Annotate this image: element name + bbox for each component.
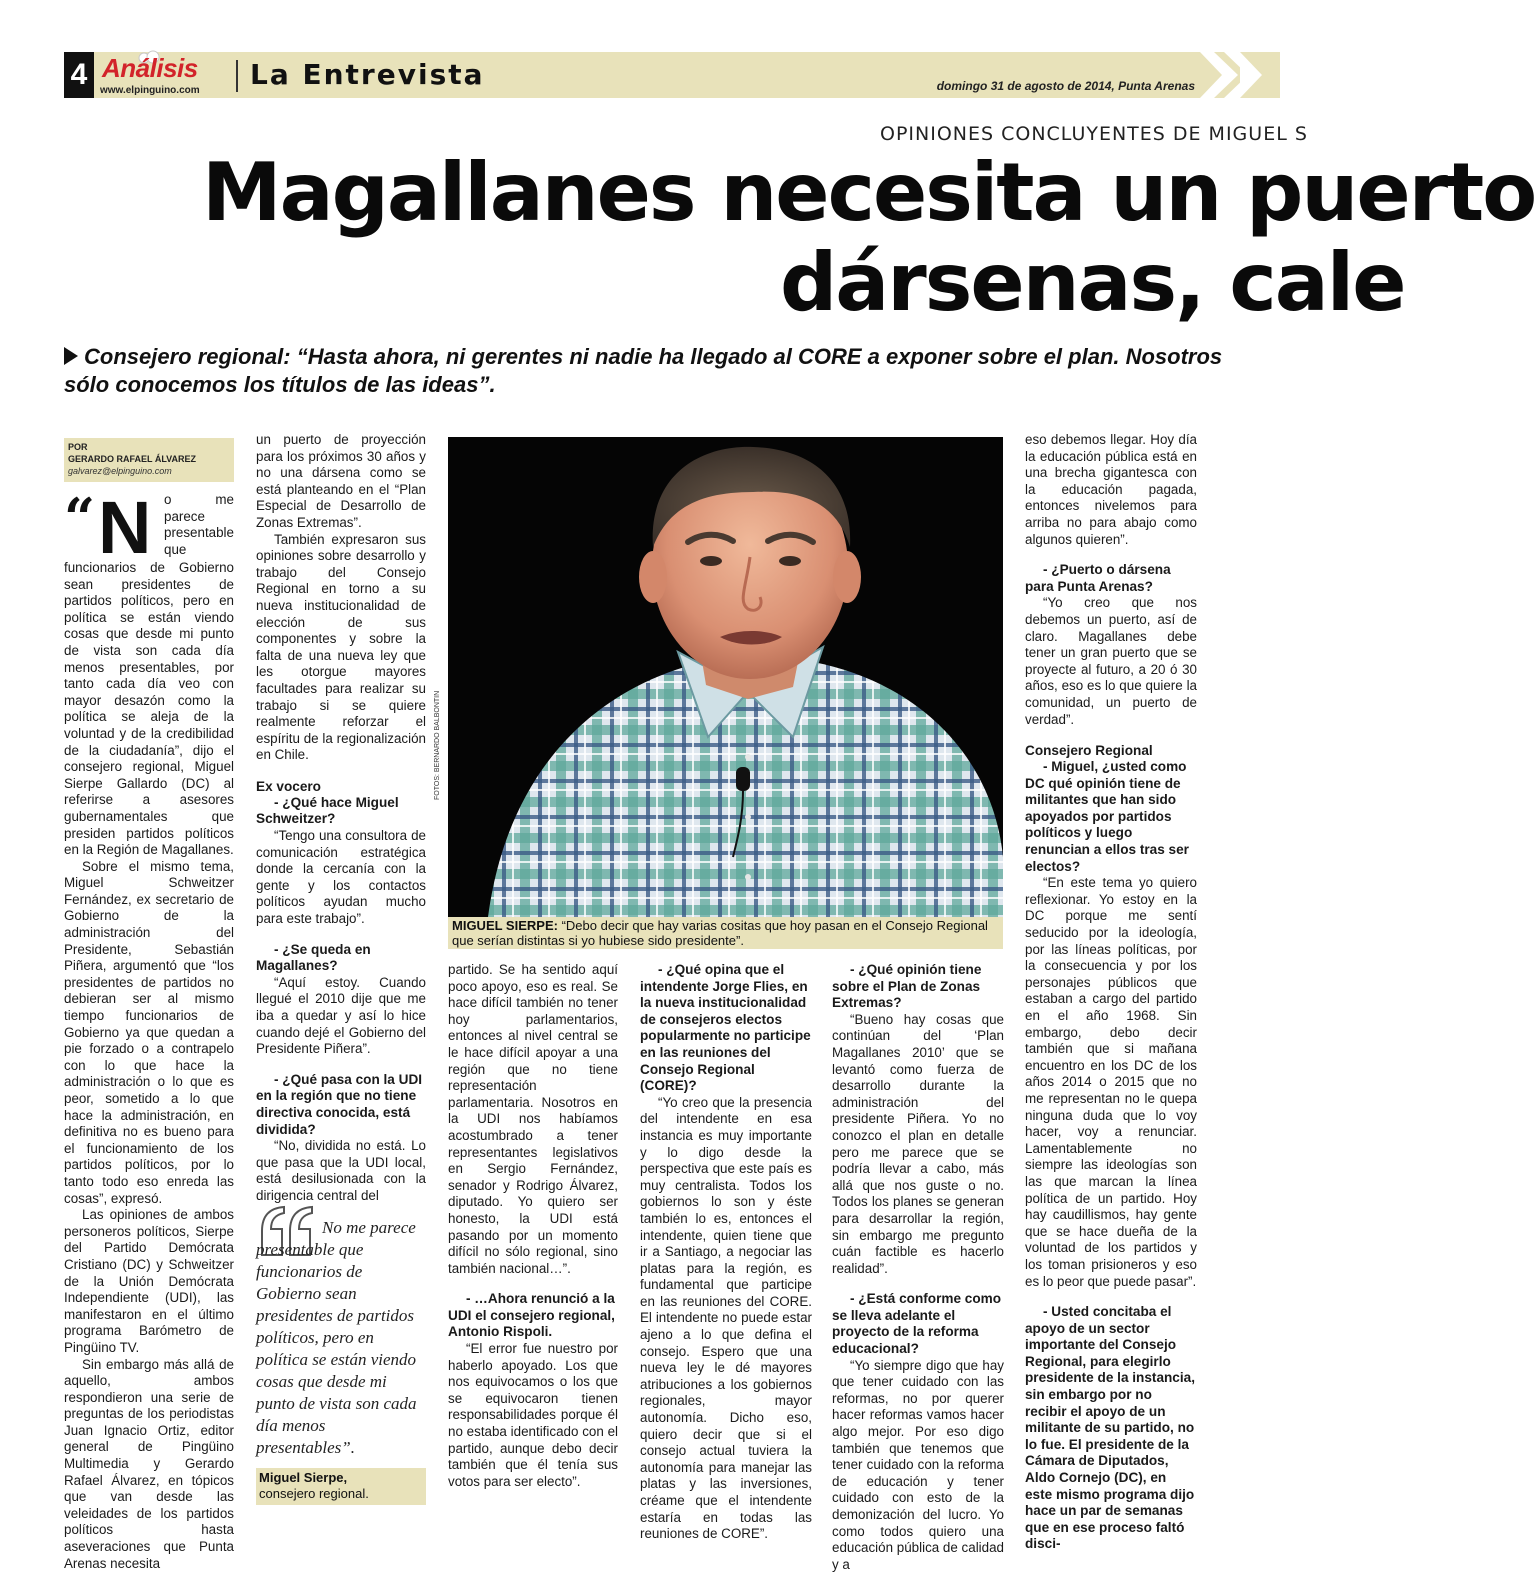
question: - …Ahora renunció a la UDI el consejero regional, Antonio Rispoli. bbox=[448, 1291, 615, 1340]
kicker: OPINIONES CONCLUYENTES DE MIGUEL S bbox=[880, 123, 1308, 145]
paragraph: Sobre el mismo tema, Miguel Schweitzer Fernández, ex secretario de Gobierno de la administración del Presidente, Sebastián Piñera, argumentó que “los presidentes de partidos no debieran ser al mismo tiempo funcionarios de Gobierno ya que quedan a pie forzado o a contrapelo con lo que hace la administración o lo que es peor, sometido a lo que hace la administración, en definitiva no es bueno para el funcionamiento de los partidos políticos, por lo tanto todo eso enreda las cosas”, expresó. bbox=[64, 858, 234, 1206]
question: - Miguel, ¿usted como DC qué opinión tiene de militantes que han sido apoyados por partidos políticos y luego renuncian a ellos tras ser electos? bbox=[1025, 759, 1189, 874]
deck bbox=[64, 343, 1244, 399]
deck-text: Consejero regional: “Hasta ahora, ni gerentes ni nadie ha llegado al CORE a exponer sobre el plan. Nosotros sólo conocemos los títulos de las ideas”. bbox=[64, 344, 1223, 397]
answer: “No, dividida no está. Lo que pasa que la UDI local, está desilusionada con la dirigencia central del bbox=[256, 1138, 426, 1203]
pull-quote-name: Miguel Sierpe, bbox=[259, 1470, 348, 1485]
answer: “Bueno hay cosas que continúan del ‘Plan Magallanes 2010’ que se levantó como fuerza de desarrollo durante la administración del presidente Piñera. Yo no conozco el plan en detalle pero me parece que se podría llevar a cabo, más allá que nos guste o no. Todos los planes se generan para desarrollar la región, sin embargo me pregunto cuán factible es hacerlo realidad”. bbox=[832, 1011, 1004, 1276]
headline-line-1: Magallanes necesita un puerto bbox=[202, 146, 1535, 239]
answer: “El error fue nuestro por haberlo apoyado. Los que nos equivocamos o los que se equivocaron tienen responsabilidades porque él no estaba identificado con el partido, aunque debo decir también que él tenía sus votos para ser electo”. bbox=[448, 1341, 618, 1489]
answer: “Tengo una consultora de comunicación estratégica donde la cercanía con la gente y los contactos políticos ayudan mucho para este trabajo”. bbox=[256, 828, 426, 927]
paragraph: o me parece presentable que funcionarios de Gobierno sean presidentes de partidos políticos, pero en política se están viendo cosas que desde mi punto de vista son cada día menos presentables, por tanto cada día veo con mayor desazón como la política se aleja de la voluntad y de la credibilidad de la ciudadanía”, dijo el consejero regional, Miguel Sierpe Gallardo (DC) al referirse a asesores gubernamentales que presiden partidos políticos en la Región de Magallanes. bbox=[64, 492, 234, 858]
paragraph: También expresaron sus opiniones sobre desarrollo y trabajo del Consejo Regional en torno a su nueva institucionalidad de elección de sus componentes y sobre la falta de una nueva ley que les otorgue mayores facultades para realizar su trabajo si se quiere realmente reforzar el espíritu de la regionalización en Chile. bbox=[256, 531, 426, 763]
section-title: La Entrevista bbox=[250, 58, 485, 91]
answer: “Yo creo que nos debemos un puerto, así de claro. Magallanes debe tener un gran puerto que se proyecte al futuro, a 20 ó 30 años, eso es lo que quiere la comunidad, un puerto de verdad”. bbox=[1025, 595, 1197, 727]
question: - ¿Está conforme como se lleva adelante el proyecto de la reforma educacional? bbox=[832, 1291, 1002, 1357]
headline-line-2: dársenas, cale bbox=[780, 236, 1405, 329]
subheading: Ex vocero bbox=[256, 778, 321, 794]
column-1 bbox=[64, 486, 234, 1571]
answer: “Yo siempre digo que hay que tener cuidado con las reformas, no por querer hacer reformas vamos hacer algo mejor. Por eso digo también que tenemos que tener cuidado con la reforma de educación y tener cuidado con esto de la demonización del lucro. Yo como todos quiero una educación pública de calidad y a bbox=[832, 1357, 1004, 1572]
column-6 bbox=[1025, 432, 1197, 1552]
byline-name: GERARDO RAFAEL ÁLVAREZ bbox=[68, 454, 197, 464]
paragraph: eso debemos llegar. Hoy día la educación pública está en una brecha gigantesca con la educación pagada, entonces nivelemos para arriba no para abajo como algunos quieren”. bbox=[1025, 432, 1197, 547]
answer: “Aquí estoy. Cuando llegué el 2010 dije que me iba a quedar y así lo hice cuando dejé el Gobierno del Presidente Piñera”. bbox=[256, 974, 426, 1057]
byline-email[interactable]: galvarez@elpinguino.com bbox=[68, 466, 172, 476]
portrait-illustration bbox=[448, 437, 1003, 917]
question: - ¿Qué pasa con la UDI en la región que no tiene directiva conocida, está dividida? bbox=[256, 1071, 423, 1137]
question: - ¿Puerto o dársena para Punta Arenas? bbox=[1025, 562, 1171, 594]
paragraph: partido. Se ha sentido aquí poco apoyo, eso es real. Se hace difícil también no tener hoy parlamentarios, entonces al nivel central se le hace difícil apoyar a una región que no tiene representación parlamentaria. Nosotros en la UDI nos habíamos acostumbrado a tener representantes legislativos en Sergio Fernández, senador y Rodrigo Álvarez, diputado. Yo quiero ser honesto, la UDI está pasando por un momento difícil no sólo regional, sino también nacional…”. bbox=[448, 962, 618, 1276]
caption-text: “Debo decir que hay varias cositas que hoy pasan en el Consejo Regional que serían distintas si yo hubiese sido presidente”. bbox=[452, 918, 988, 948]
byline bbox=[64, 438, 234, 482]
logo-url[interactable]: www.elpinguino.com bbox=[100, 85, 200, 96]
caption-name: MIGUEL SIERPE: bbox=[452, 918, 558, 933]
question: - ¿Qué hace Miguel Schweitzer? bbox=[256, 794, 399, 827]
photo-caption bbox=[448, 917, 1003, 949]
column-2 bbox=[256, 432, 426, 1202]
answer: “En este tema yo quiero reflexionar. Yo estoy en la DC porque me sentí seducido por la ideología, por las líneas políticas, por la consecuencia y por los personajes públicos que estaban a cargo del partido en el año 1968. Sin embargo, debo decir también que si mañana encuentro en los DC de los años 2014 o 2015 que no me representan no le quepa ninguna duda que lo voy hacer, voy a renunciar. Lamentablemente no siempre las ideologías son las que marcan la línea política de un partido. Hoy hay caudillismos, hay gente que se hace dueña de la voluntad de los partidos y los toman prisioneros y eso es lo peor que puede pasar”. bbox=[1025, 875, 1197, 1289]
drop-cap-letter: N bbox=[98, 486, 152, 569]
drop-cap bbox=[64, 486, 160, 569]
header-divider bbox=[236, 60, 238, 92]
logo-text: Análisis bbox=[102, 53, 198, 83]
answer: “Yo creo que la presencia del intendente en esa instancia es muy importante y lo digo desde la perspectiva que este país es muy centralista. Todos los gobiernos lo son y éste también lo es, entonces el intendente, quien tiene que ir a Santiago, a negociar las platas para la región, es fundamental que participe en las reuniones del CORE. El intendente no puede estar ajeno a lo que defina el consejo. Espero que una nueva ley le dé mayores atribuciones a los gobiernos regionales, mayor autonomía. Dicho eso, quiero decir que si el consejo actual tuviera la autonomía para manejar las platas y las inversiones, créame que el intendente estaría en todas las reuniones de CORE”. bbox=[640, 1094, 812, 1542]
pull-quote bbox=[256, 1205, 428, 1470]
pull-quote-role: consejero regional. bbox=[259, 1486, 369, 1501]
paragraph: un puerto de proyección para los próximos 30 años y no una dársena como se está planteando en el “Plan Especial de Desarrollo de Zonas Extremas”. bbox=[256, 432, 426, 530]
paragraph: Sin embargo más allá de aquello, ambos respondieron una serie de preguntas de los periodistas Juan Ignacio Ortiz, editor general de Pingüino Multimedia y Gerardo Rafael Álvarez, en tópicos que van desde las veleidades de los partidos políticos hasta aseveraciones que Punta Arenas necesita bbox=[64, 1356, 234, 1571]
drop-cap-quote: “ bbox=[64, 486, 96, 550]
page-number: 4 bbox=[64, 52, 94, 98]
date-line: domingo 31 de agosto de 2014, Punta Arenas bbox=[936, 79, 1195, 93]
paragraph: Las opiniones de ambos personeros políticos, Sierpe del Partido Demócrata Cristiano (DC) y Schweitzer de la Unión Demócrata Independiente (UDI), las manifestaron en el último programa Barómetro de Pingüino TV. bbox=[64, 1207, 234, 1355]
pull-quote-text: No me parece presentable que funcionarios de Gobierno sean presidentes de partidos políticos, pero en política se están viendo cosas que desde mi punto de vista son cada día menos presentables”. bbox=[256, 1218, 417, 1457]
question: - ¿Se queda en Magallanes? bbox=[256, 941, 371, 974]
subheading: Consejero Regional bbox=[1025, 743, 1153, 759]
question: - Usted concitaba el apoyo de un sector importante del Consejo Regional, para elegirlo presidente de la instancia, sin embargo por no recibir el apoyo de un militante de su partido, no lo fue. El presidente de la Cámara de Diputados, Aldo Cornejo (DC), en este mismo programa dijo hace un par de semanas que en ese proceso faltó disci- bbox=[1025, 1304, 1195, 1552]
column-4 bbox=[640, 962, 812, 1542]
portrait-photo bbox=[448, 437, 1003, 917]
play-arrow-icon bbox=[64, 347, 78, 365]
question: - ¿Qué opina que el intendente Jorge Flies, en la nueva institucionalidad de consejeros electos popularmente no participe en las reuniones del Consejo Regional (CORE)? bbox=[640, 962, 811, 1094]
column-5 bbox=[832, 962, 1004, 1572]
byline-by: POR bbox=[68, 442, 88, 452]
column-3 bbox=[448, 962, 618, 1514]
photo-credit: FOTOS: BERNARDO BALBONTIN bbox=[434, 690, 441, 800]
question: - ¿Qué opinión tiene sobre el Plan de Zonas Extremas? bbox=[832, 962, 982, 1011]
header-chevron-icon bbox=[1200, 52, 1280, 98]
pull-quote-attribution bbox=[256, 1468, 426, 1505]
